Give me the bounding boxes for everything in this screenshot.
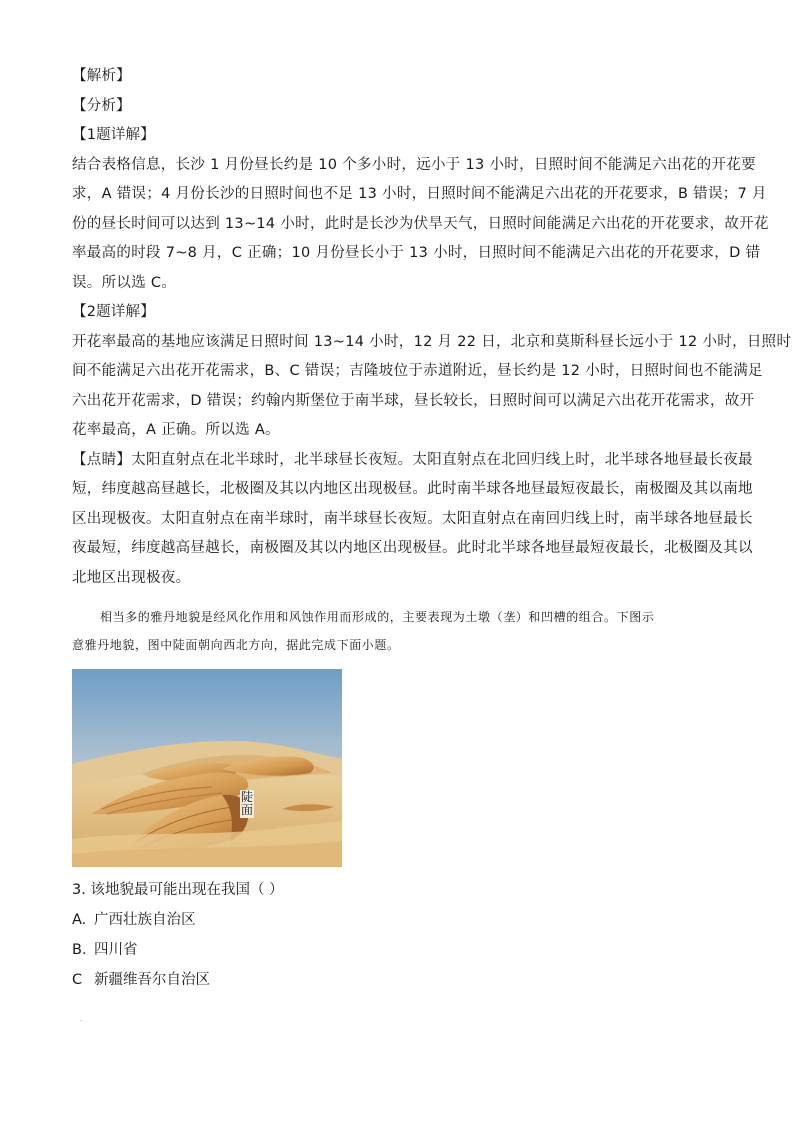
option-c-key: C xyxy=(72,972,83,988)
q2-line: 间不能满足六出花开花需求，B、C 错误；吉隆坡位于赤道附近，昼长约是 12 小时，日照时间也不能满足 xyxy=(72,363,763,379)
dianjing-line: 区出现极夜。太阳直射点在南半球时，南半球昼长夜短。太阳直射点在南回归线上时，南半球各地昼最长 xyxy=(72,510,753,527)
dianjing-line: 北地区出现极夜。 xyxy=(72,569,191,586)
option-a-key: A. xyxy=(72,912,87,928)
yardang-illustration xyxy=(72,669,342,867)
steep-face-label: 陡面 xyxy=(240,790,253,817)
intro-text xyxy=(72,603,722,659)
heading-fenxi: 【分析】 xyxy=(72,97,131,114)
heading-jiexi: 【解析】 xyxy=(72,68,131,84)
q2-line: 开花率最高的基地应该满足日照时间 13~14 小时，12 月 22 日，北京和莫斯科昼长远小于 12 小时，日照时 xyxy=(72,333,792,350)
document-page xyxy=(72,62,792,995)
q1-heading: 【1题详解】 xyxy=(72,127,155,143)
q1-line: 份的昼长时间可以达到 13~14 小时，此时是长沙为伏旱天气，日照时间能满足六出花的开花要求，故开花 xyxy=(72,215,769,232)
q2-explanation xyxy=(72,328,792,446)
intro-line: 相当多的雅丹地貌是经风化作用和风蚀作用而形成的，主要表现为土墩（垄）和凹槽的组合。下图示 xyxy=(100,610,655,624)
q1-line: 误。所以选 C。 xyxy=(72,274,177,291)
option-b-text: 四川省 xyxy=(94,942,138,958)
intro-line: 意雅丹地貌，图中陡面朝向西北方向，据此完成下面小题。 xyxy=(72,638,400,652)
dianjing-line: 短，纬度越高昼越长，北极圈及其以内地区出现极昼。此时南半球各地昼最短夜最长，南极圈及其以南地 xyxy=(72,481,753,497)
option-b[interactable] xyxy=(72,935,722,965)
q1-line: 求，A 错误；4 月份长沙的日照时间也不足 13 小时，日照时间不能满足六出花的开花要求，B 错误；7 月 xyxy=(72,186,767,202)
question-3-stem: 3. 该地貌最可能出现在我国（ ） xyxy=(72,882,284,898)
dianjing-line: 【点睛】太阳直射点在北半球时，北半球昼长夜短。太阳直射点在北回归线上时，北半球各地昼最长夜最 xyxy=(72,451,753,468)
q1-line: 结合表格信息，长沙 1 月份昼长约是 10 个多小时，远小于 13 小时，日照时间不能满足六出花的开花要 xyxy=(72,156,756,173)
dianjing-line: 夜最短，纬度越高昼越长，南极圈及其以内地区出现极昼。此时北半球各地昼最短夜最长，北极圈及其以 xyxy=(72,540,753,556)
option-a[interactable] xyxy=(72,905,722,935)
q1-line: 率最高的时段 7~8 月，C 正确；10 月份昼长小于 13 小时，日照时间不能满足六出花的开花要求，D 错 xyxy=(72,245,761,261)
option-b-key: B. xyxy=(72,942,87,958)
dianjing-note xyxy=(72,446,753,594)
option-c-text: 新疆维吾尔自治区 xyxy=(94,972,210,988)
q2-heading: 【2题详解】 xyxy=(72,304,155,320)
q2-line: 六出花开花需求，D 错误；约翰内斯堡位于南半球，昼长较长，日照时间可以满足六出花开花需求，故开 xyxy=(72,392,755,409)
option-c[interactable] xyxy=(72,965,722,995)
yardang-figure xyxy=(72,669,342,867)
option-a-text: 广西壮族自治区 xyxy=(94,912,196,928)
footer-mark: · xyxy=(80,1018,82,1025)
q1-explanation xyxy=(72,151,769,299)
q2-line: 花率最高，A 正确。所以选 A。 xyxy=(72,422,280,438)
